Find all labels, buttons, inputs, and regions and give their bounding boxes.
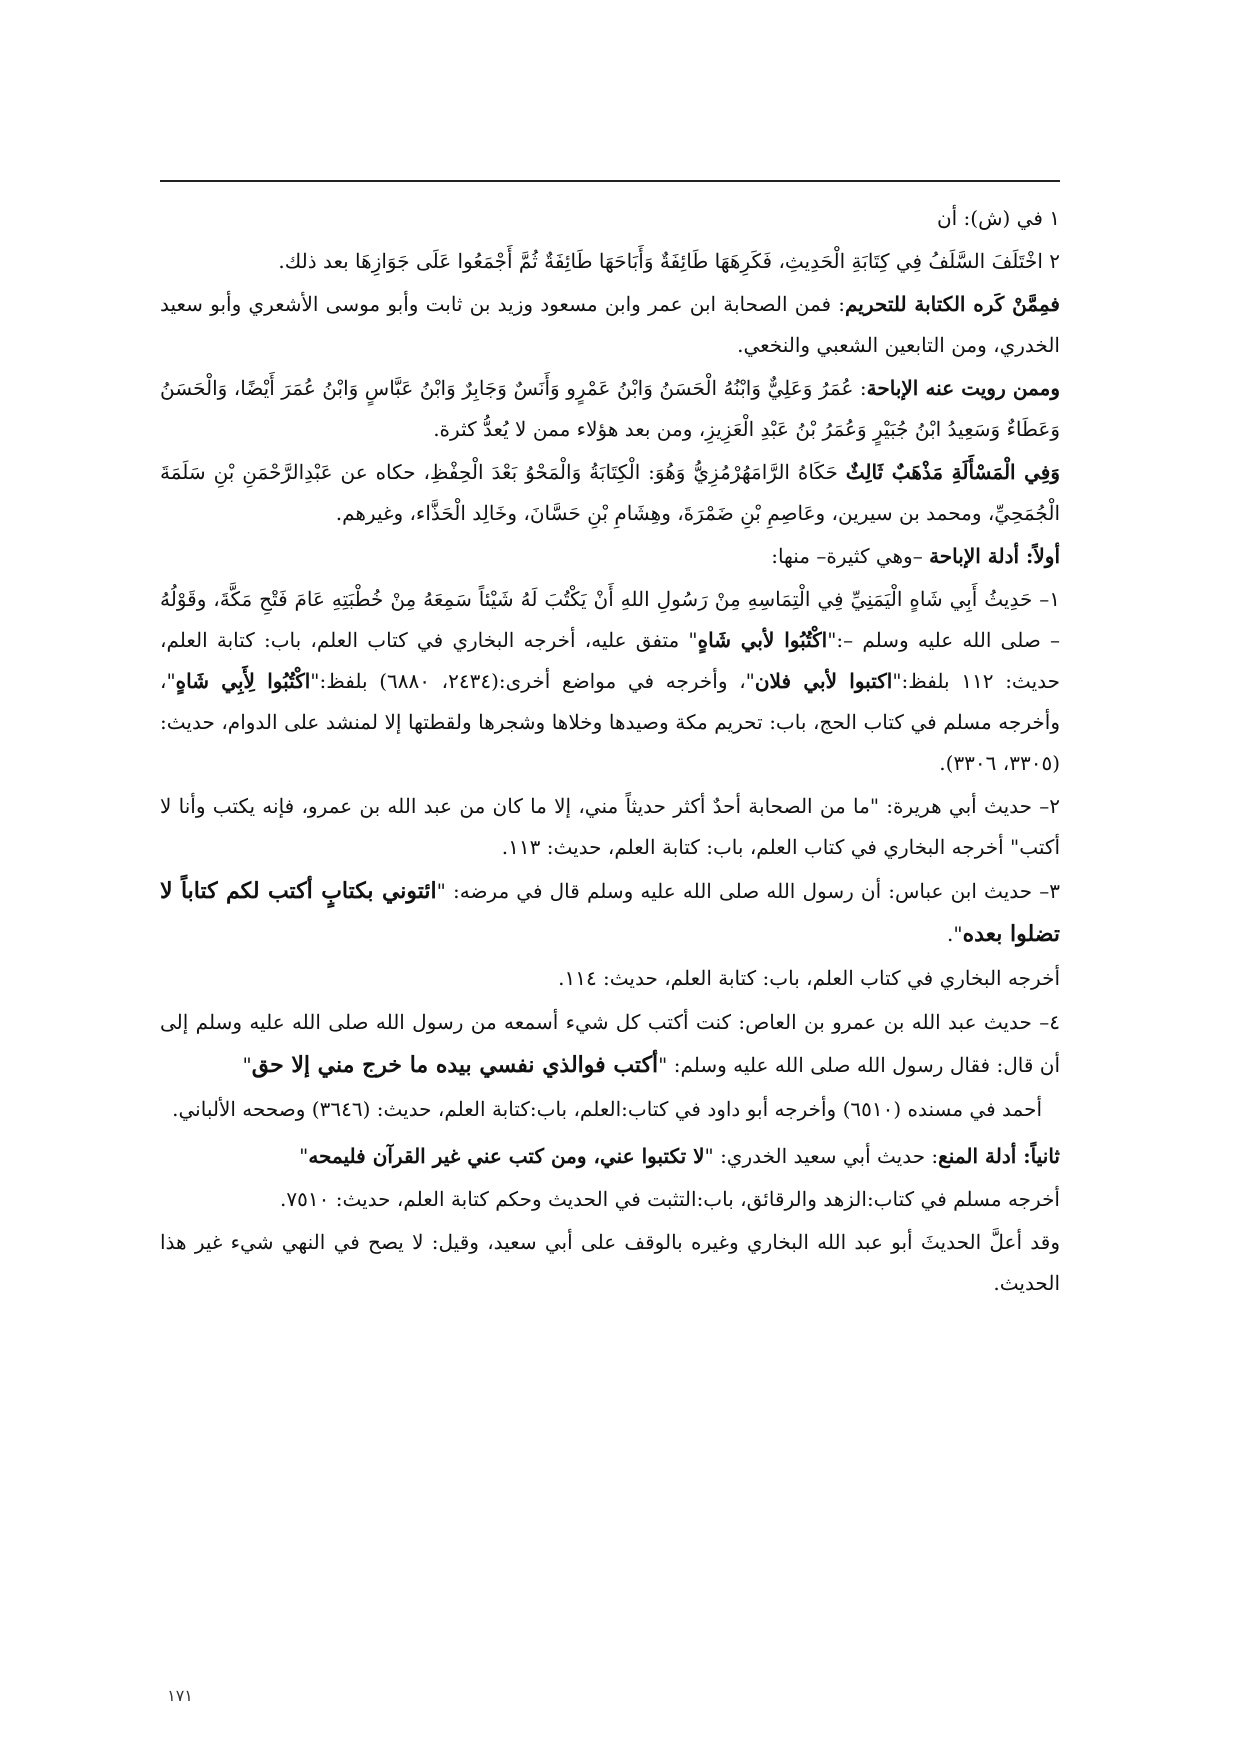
- bold-text-segment: ائتوني بكتابٍ أكتب لكم كتاباً لا تضلوا بعده: [160, 878, 1060, 947]
- footnote-p-awwalan: [160, 536, 1060, 577]
- footnote-p-3: [160, 870, 1060, 956]
- text-segment: "، وأخرجه مسلم في كتاب الحج، باب: تحريم مكة وصيدها وخلاها وشجرها ولقطتها إلا لمنشد على الدوام، حديث:(٣٣٠٥، ٣٣٠٦).: [160, 669, 1060, 775]
- bold-text-segment: ثانياً: أدلة المنع: [938, 1144, 1060, 1168]
- footnote-p-tahrim: [160, 284, 1060, 366]
- text-segment: " متفق عليه، أخرجه البخاري في كتاب العلم، باب: كتابة العلم، حديث: ١١٢ بلفظ:": [160, 628, 1061, 693]
- text-segment: حَكَاهُ الرَّامَهُرْمُزِيُّ وَهُوَ: الْكِتَابَةُ وَالْمَحْوُ بَعْدَ الْحِفْظِ، حكاه عن عَبْدِالرَّحْمَنِ بْنِ سَلَمَةَ الْجُمَحِيِّ، ومحمد بن سيرين، وعَاصِمِ بْنِ ضَمْرَةَ، وهِشَامِ بْنِ حَسَّانَ، وخَالِد الْحَذَّاء، وغيرهم.: [160, 460, 1060, 525]
- footnote-p-3b: [160, 958, 1060, 999]
- footnote-separator-rule: [160, 180, 1060, 182]
- footnote-p-muslim: [160, 1179, 1060, 1220]
- text-segment: ": [242, 1053, 252, 1077]
- text-segment: أخرجه البخاري في كتاب العلم، باب: كتابة العلم، حديث: ١١٤.: [558, 966, 1060, 990]
- bold-text-segment: اكتبوا لأبي فلان: [754, 669, 893, 693]
- text-segment: ".: [947, 922, 963, 946]
- footnote-p-4: [160, 1001, 1060, 1087]
- footnote-p-thalith: [160, 452, 1060, 534]
- bold-text-segment: اكْتُبُوا لأبي شَاهٍ: [697, 628, 828, 652]
- text-segment: ٤– حديث عبد الله بن عمرو بن العاص: كنت أكتب كل شيء أسمعه من رسول الله صلى الله عليه وسلم إلى أن قال: فقال رسول الله صلى الله عليه وسلم: ": [160, 1010, 1060, 1077]
- text-segment: ٣– حديث ابن عباس: أن رسول الله صلى الله عليه وسلم قال في مرضه: ": [436, 879, 1060, 903]
- footnote-fn2: [160, 241, 1060, 282]
- text-segment: ": [299, 1144, 309, 1168]
- text-segment: ٢ اخْتَلَفَ السَّلَفُ فِي كِتَابَةِ الْحَدِيثِ، فَكَرِهَهَا طَائِفَةٌ وَأَبَاحَهَا طَائِفَةٌ ثُمَّ أَجْمَعُوا عَلَى جَوَازِهَا بعد ذلك.: [278, 249, 1060, 273]
- footnote-p-4b: [160, 1089, 1060, 1130]
- footnote-p-1: [160, 579, 1060, 784]
- footnotes-section: [160, 198, 1060, 1306]
- text-segment: : فمن الصحابة ابن عمر وابن مسعود وزيد بن ثابت وأبو موسى الأشعري وأبو سعيد الخدري، ومن التابعين الشعبي والنخعي.: [160, 292, 1060, 357]
- text-segment: ١– حَدِيثُ أَبِي شَاهٍ الْيَمَنِيِّ فِي الْتِمَاسِهِ مِنْ رَسُولِ اللهِ أَنْ يَكْتُبَ لَهُ شَيْئاً سَمِعَهُ مِنْ خُطْبَتِهِ عَامَ فَتْحِ مَكَّةَ، وقَوْلُهُ – صلى الله عليه وسلم –:": [160, 587, 1061, 652]
- bold-text-segment: فمِمَّنْ كَره الكتابة للتحريم: [845, 292, 1060, 316]
- footnote-p-ibaha: [160, 368, 1060, 450]
- footnote-p-illa: [160, 1222, 1060, 1304]
- text-segment: وقد أعلَّ الحديثَ أبو عبد الله البخاري وغيره بالوقف على أبي سعيد، وقيل: لا يصح في النهي شيء غير هذا الحديث.: [160, 1230, 1060, 1295]
- page-number: ١٧١: [167, 1686, 193, 1705]
- footnote-fn1: [160, 198, 1060, 239]
- text-segment: : عُمَرُ وَعَلِيٌّ وَابْنُهُ الْحَسَنُ وَابْنُ عَمْرٍو وَأَنَسٌ وَجَابِرٌ وَابْنُ عَبَّاسٍ وَابْنُ عُمَرَ أَيْضًا، وَالْحَسَنُ وَعَطَاءٌ وَسَعِيدُ ابْنُ جُبَيْرٍ وَعُمَرُ بْنُ عَبْدِ الْعَزِيزِ، ومن بعد هؤلاء ممن لا يُعدُّ كثرة.: [160, 376, 1060, 441]
- text-segment: أخرجه مسلم في كتاب:الزهد والرقائق، باب:التثبت في الحديث وحكم كتابة العلم، حديث: ٧٥١٠.: [280, 1187, 1060, 1211]
- footnote-p-2: [160, 786, 1060, 868]
- footnote-p-thaniyan: [160, 1136, 1060, 1177]
- text-segment: ٢– حديث أبي هريرة: "ما من الصحابة أحدٌ أكثر حديثاً مني، إلا ما كان من عبد الله بن عمرو، فإنه يكتب وأنا لا أكتب" أخرجه البخاري في كتاب العلم، باب: كتابة العلم، حديث: ١١٣.: [160, 794, 1060, 859]
- text-segment: أحمد في مسنده (٦٥١٠) وأخرجه أبو داود في كتاب:العلم، باب:كتابة العلم، حديث: (٣٦٤٦) وصححه الألباني.: [172, 1097, 1042, 1121]
- text-segment: –وهي كثيرة– منها:: [771, 544, 930, 568]
- bold-text-segment: وممن رويت عنه الإباحة: [866, 376, 1060, 400]
- text-segment: ١ في (ش): أن: [936, 206, 1060, 230]
- bold-text-segment: لا تكتبوا عني، ومن كتب عني غير القرآن فليمحه: [308, 1144, 705, 1168]
- text-segment: "، وأخرجه في مواضع أخرى:(٢٤٣٤، ٦٨٨٠) بلفظ:": [310, 669, 755, 693]
- text-segment: : حديث أبي سعيد الخدري: ": [704, 1144, 939, 1168]
- bold-text-segment: أكتب فوالذي نفسي بيده ما خرج مني إلا حق: [251, 1052, 659, 1078]
- bold-text-segment: وَفِي الْمَسْأَلَةِ مَذْهَبٌ ثَالِثٌ: [845, 460, 1060, 484]
- bold-text-segment: أولاً: أدلة الإباحة: [929, 544, 1060, 568]
- bold-text-segment: اكْتُبُوا لِأَبِي شَاهٍ: [175, 669, 311, 693]
